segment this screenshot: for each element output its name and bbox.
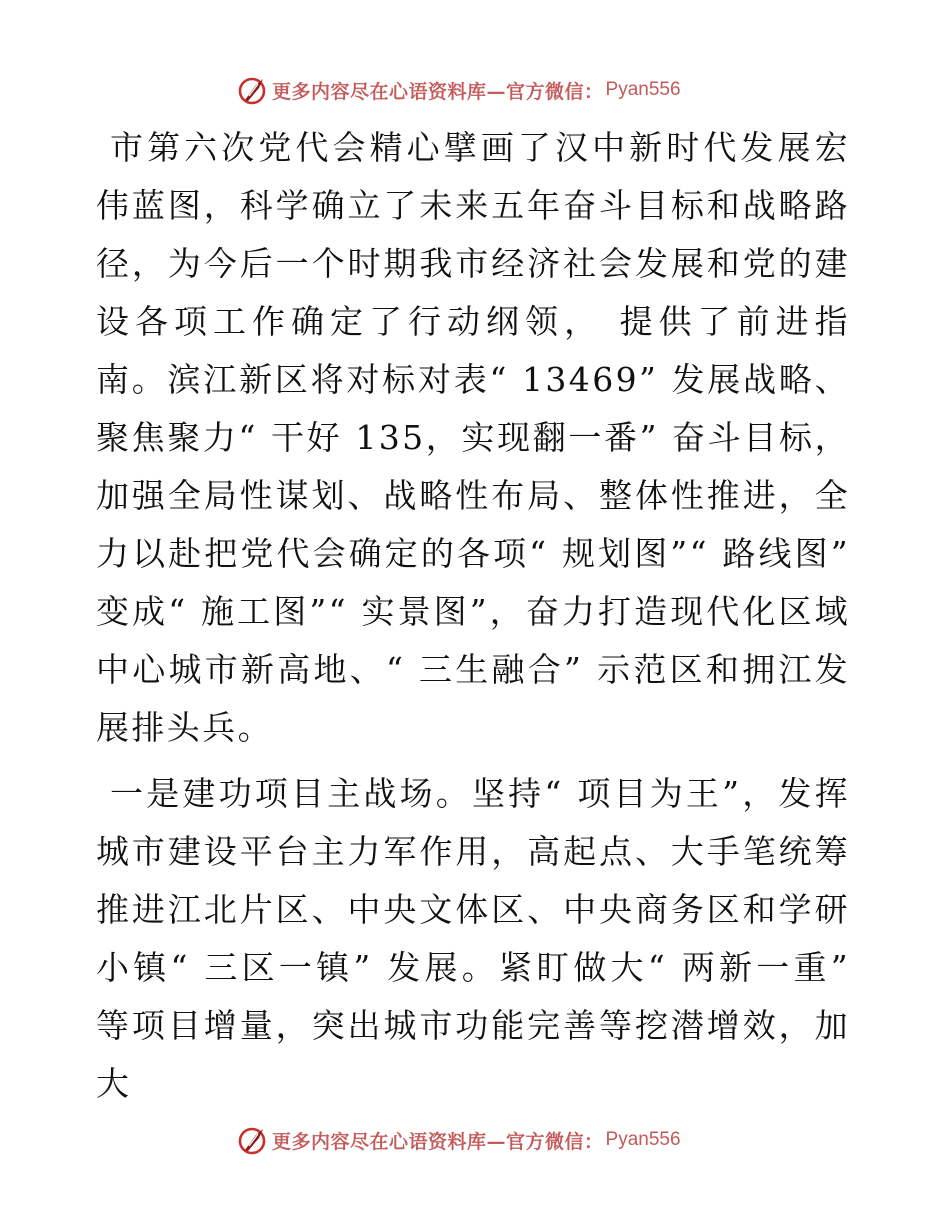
footer-watermark (236, 1123, 681, 1157)
watermark-text: 更多内容尽在心语资料库—官方微信： (272, 1130, 604, 1153)
watermark-text: 更多内容尽在心语资料库—官方微信： (272, 80, 604, 103)
paragraph-2: 一是建功项目主战场。坚持“ 项目为王”，发挥城市建设平台主力军作用，高起点、大手笔统筹推进江北片区、中央文体区、中央商务区和学研小镇“ 三区一镇” 发展。紧盯做大“ 两新一重” 等项目增量，突出城市功能完善等挖潜增效，加大 (96, 774, 850, 1103)
watermark-wechat-id: Pyan556 (605, 1129, 681, 1150)
watermark-wechat-id: Pyan556 (605, 79, 681, 100)
quill-pen-logo-icon (236, 1124, 268, 1156)
paragraph-1: 市第六次党代会精心擘画了汉中新时代发展宏伟蓝图，科学确立了未来五年奋斗目标和战略路径，为今后一个时期我市经济社会发展和党的建设各项工作确定了行动纲领， 提供了前进指南。滨江新区将对标对表“ 13469” 发展战略、聚焦聚力“ 干好 135，实现翻一番” 奋斗目标，加强全局性谋划、战略性布局、整体性推进，全力以赴把党代会确定的各项“ 规划图”“ 路线图” 变成“ 施工图”“ 实景图”，奋力打造现代化区域中心城市新高地、“ 三生融合” 示范区和拥江发展排头兵。 (96, 128, 850, 747)
document-body (96, 119, 850, 1113)
header-watermark (236, 73, 681, 107)
quill-pen-logo-icon (236, 74, 268, 106)
